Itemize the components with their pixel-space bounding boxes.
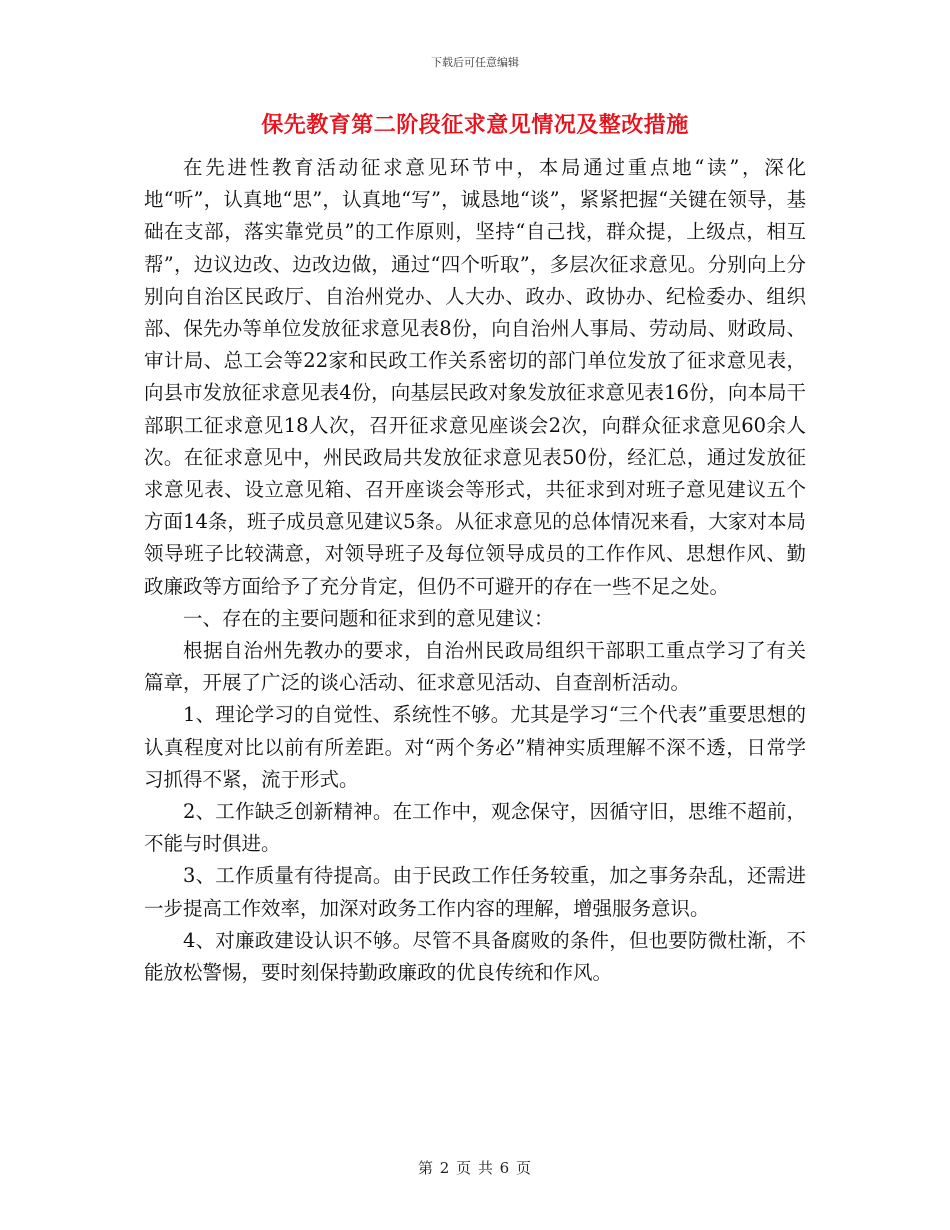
page-header-note: 下载后可任意编辑 xyxy=(431,56,519,69)
issue-item-3: 3、工作质量有待提高。由于民政工作任务较重，加之事务杂乱，还需进一步提高工作效率，加深对政务工作内容的理解，增强服务意识。 xyxy=(144,864,806,920)
issue-item-2: 2、工作缺乏创新精神。在工作中，观念保守，因循守旧，思维不超前，不能与时俱进。 xyxy=(144,800,806,856)
document-body xyxy=(144,152,806,989)
issue-item-4: 4、对廉政建设认识不够。尽管不具备腐败的条件，但也要防微杜渐，不能放松警惕，要时刻保持勤政廉政的优良传统和作风。 xyxy=(144,928,806,985)
page-number-footer: 第 2 页 共 6 页 xyxy=(418,1159,532,1177)
paragraph-intro: 在先进性教育活动征求意见环节中，本局通过重点地“读”，深化地“听”，认真地“思”，认真地“写”，诚恳地“谈”，紧紧把握“关键在领导，基础在支部，落实靠党员”的工作原则，坚持“自己找，群众提，上级点，相互帮”，边议边改、边改边做，通过“四个听取”，多层次征求意见。分别向上分别向自治区民政厅、自治州党办、人大办、政办、政协办、纪检委办、组织部、保先办等单位发放征求意见表8份，向自治州人事局、劳动局、财政局、审计局、总工会等22家和民政工作关系密切的部门单位发放了征求意见表，向县市发放征求意见表4份，向基层民政对象发放征求意见表16份，向本局干部职工征求意见18人次，召开征求意见座谈会2次，向群众征求意见60余人次。在征求意见中，州民政局共发放征求意见表50份，经汇总，通过发放征求意见表、设立意见箱、召开座谈会等形式，共征求到对班子意见建议五个方面14条，班子成员意见建议5条。从征求意见的总体情况来看，大家对本局领导班子比较满意，对领导班子及每位领导成员的工作作风、思想作风、勤政廉政等方面给予了充分肯定，但仍不可避开的存在一些不足之处。 xyxy=(144,156,806,598)
section-heading: 一、存在的主要问题和征求到的意见建议： xyxy=(183,606,554,630)
issue-item-1: 1、理论学习的自觉性、系统性不够。尤其是学习“三个代表”重要思想的认真程度对比以前有所差距。对“两个务必”精神实质理解不深不透，日常学习抓得不紧，流于形式。 xyxy=(144,703,806,791)
document-title: 保先教育第二阶段征求意见情况及整改措施 xyxy=(261,112,689,138)
paragraph-context: 根据自治州先教办的要求，自治州民政局组织干部职工重点学习了有关篇章，开展了广泛的谈心活动、征求意见活动、自查剖析活动。 xyxy=(144,639,806,695)
